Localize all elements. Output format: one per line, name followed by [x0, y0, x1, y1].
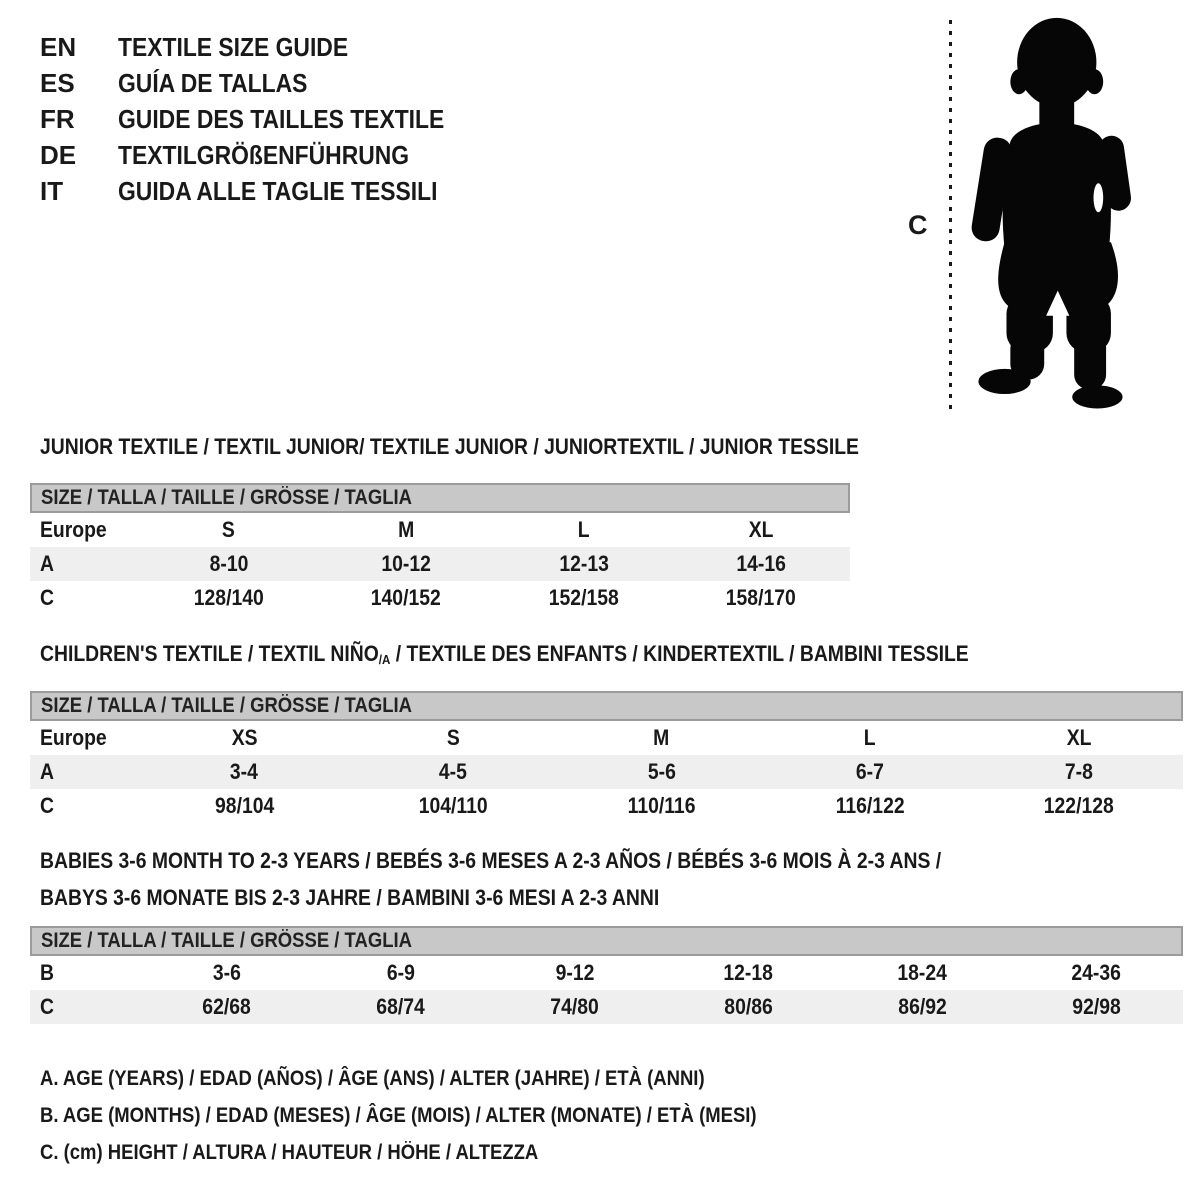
- babies-section-heading-line1: BABIES 3-6 MONTH TO 2-3 YEARS / BEBÉS 3-6 MESES A 2-3 AÑOS / BÉBÉS 3-6 MOIS À 2-3 ANS /: [40, 848, 942, 873]
- value-cell: 7-8: [1064, 759, 1093, 784]
- value-cell: 8-10: [209, 551, 249, 576]
- value-cell: 98/104: [214, 793, 274, 818]
- value-cell: 18-24: [897, 960, 947, 985]
- value-cell: 158/170: [726, 585, 797, 610]
- size-cell: XL: [748, 517, 774, 542]
- value-cell: 12-18: [723, 960, 774, 985]
- value-cell: 122/128: [1043, 793, 1114, 818]
- babies-size-table: [30, 926, 1183, 1024]
- lang-title: GUÍA DE TALLAS: [118, 67, 308, 98]
- row-label: B: [40, 960, 54, 985]
- value-cell: 74/80: [550, 994, 599, 1019]
- value-cell: 152/158: [548, 585, 619, 610]
- children-size-table: [30, 691, 1183, 823]
- lang-title: TEXTILE SIZE GUIDE: [118, 31, 349, 62]
- row-label: A: [40, 759, 54, 784]
- value-cell: 10-12: [381, 551, 432, 576]
- value-cell: 5-6: [647, 759, 676, 784]
- lang-row-fr: [40, 101, 489, 137]
- lang-code: EN: [40, 31, 77, 62]
- value-cell: 6-9: [386, 960, 415, 985]
- lang-title: GUIDE DES TAILLES TEXTILE: [118, 103, 445, 134]
- lang-row-it: [40, 173, 489, 209]
- table-row-height: [30, 990, 1183, 1024]
- lang-row-en: [40, 29, 489, 65]
- value-cell: 9-12: [555, 960, 594, 985]
- table-row-europe: [30, 721, 1183, 755]
- value-cell: 110/116: [627, 793, 696, 818]
- height-measure-label: C: [908, 210, 928, 240]
- size-cell: XS: [231, 725, 258, 750]
- value-cell: 24-36: [1071, 960, 1121, 985]
- size-cell: L: [864, 725, 876, 750]
- junior-size-table: [30, 483, 850, 615]
- value-cell: 62/68: [202, 994, 252, 1019]
- value-cell: 116/122: [835, 793, 905, 818]
- babies-section-heading-line2: BABYS 3-6 MONATE BIS 2-3 JAHRE / BAMBINI 3-6 MESI A 2-3 ANNI: [40, 885, 660, 910]
- legend-line-a: A. AGE (YEARS) / EDAD (AÑOS) / ÂGE (ANS) / ALTER (JAHRE) / ETÀ (ANNI): [40, 1067, 705, 1090]
- value-cell: 3-6: [212, 960, 241, 985]
- row-label: A: [40, 551, 54, 576]
- table-row-age: [30, 547, 850, 581]
- value-cell: 140/152: [371, 585, 442, 610]
- size-header-bar: SIZE / TALLA / TAILLE / GRÖSSE / TAGLIA: [30, 926, 1183, 956]
- lang-title: TEXTILGRÖßENFÜHRUNG: [118, 139, 410, 170]
- lang-code: DE: [40, 139, 77, 170]
- value-cell: 14-16: [736, 551, 787, 576]
- legend: [40, 1060, 854, 1171]
- row-label: Europe: [40, 725, 107, 750]
- lang-code: IT: [40, 175, 64, 206]
- table-row-months: [30, 956, 1183, 990]
- value-cell: 3-4: [230, 759, 259, 784]
- size-header-bar: SIZE / TALLA / TAILLE / GRÖSSE / TAGLIA: [30, 691, 1183, 721]
- value-cell: 68/74: [376, 994, 425, 1019]
- size-cell: M: [398, 517, 415, 542]
- junior-section-heading: JUNIOR TEXTILE / TEXTIL JUNIOR/ TEXTILE JUNIOR / JUNIORTEXTIL / JUNIOR TESSILE: [40, 434, 859, 459]
- table-row-height: [30, 581, 850, 615]
- lang-title: GUIDA ALLE TAGLIE TESSILI: [118, 175, 438, 206]
- children-section-heading: CHILDREN'S TEXTILE / TEXTIL NIÑO/A / TEXTILE DES ENFANTS / KINDERTEXTIL / BAMBINI TESSILE: [40, 641, 969, 667]
- row-label: C: [40, 793, 54, 818]
- size-cell: S: [222, 517, 236, 542]
- value-cell: 4-5: [438, 759, 467, 784]
- table-row-age: [30, 755, 1183, 789]
- row-label: C: [40, 994, 54, 1019]
- legend-line-b: B. AGE (MONTHS) / EDAD (MESES) / ÂGE (MOIS) / ALTER (MONATE) / ETÀ (MESI): [40, 1104, 757, 1127]
- size-cell: S: [446, 725, 460, 750]
- row-label: C: [40, 585, 54, 610]
- heading-subscript: /A: [378, 651, 391, 667]
- value-cell: 12-13: [558, 551, 609, 576]
- value-cell: 128/140: [193, 585, 264, 610]
- lang-code: ES: [40, 67, 75, 98]
- table-row-height: [30, 789, 1183, 823]
- language-title-list: [40, 29, 489, 209]
- lang-row-de: [40, 137, 489, 173]
- value-cell: 6-7: [856, 759, 885, 784]
- size-cell: M: [653, 725, 670, 750]
- table-row-europe: [30, 513, 850, 547]
- baby-silhouette-icon: [965, 14, 1135, 425]
- value-cell: 92/98: [1071, 994, 1121, 1019]
- row-label: Europe: [40, 517, 107, 542]
- value-cell: 104/110: [418, 793, 488, 818]
- lang-row-es: [40, 65, 489, 101]
- size-header-bar: SIZE / TALLA / TAILLE / GRÖSSE / TAGLIA: [30, 483, 850, 513]
- legend-line-c: C. (cm) HEIGHT / ALTURA / HAUTEUR / HÖHE / ALTEZZA: [40, 1141, 539, 1164]
- value-cell: 86/92: [897, 994, 947, 1019]
- lang-code: FR: [40, 103, 75, 134]
- height-dashed-line: [949, 20, 952, 416]
- size-cell: L: [577, 517, 590, 542]
- value-cell: 80/86: [724, 994, 773, 1019]
- size-cell: XL: [1066, 725, 1092, 750]
